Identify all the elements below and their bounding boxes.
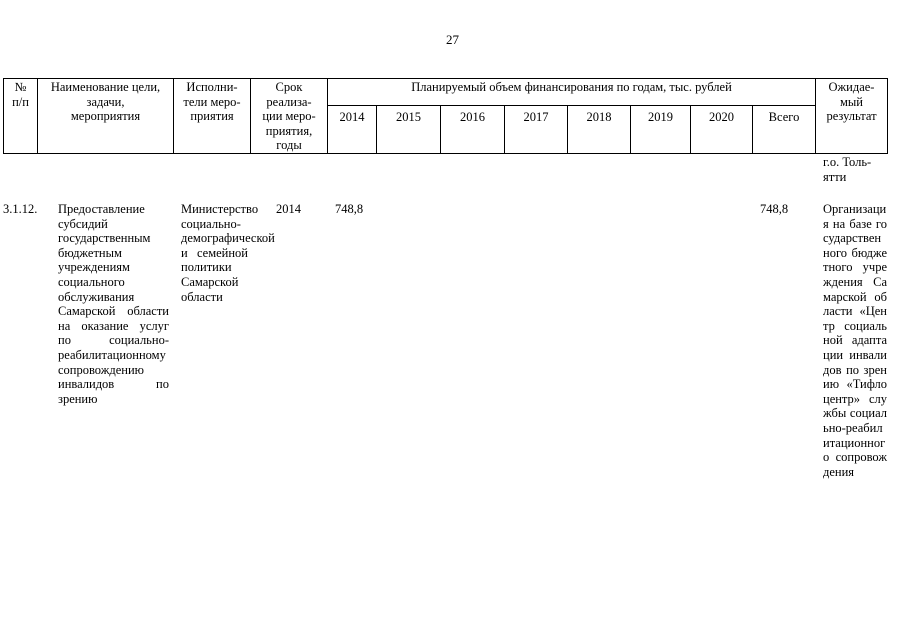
header-funding: Планируемый объем финансирования по годам, тыс. рублей [411, 80, 732, 94]
row-result: Организация на базе государственного бюджетного учреждения Самарской области «Центр социальной адаптации инвалидов по зрению «Тифлоцентр» службы социально-реабилитационного сопровождения [823, 202, 887, 479]
row-executors: Министерство социально-демографической и семейной политики Самарской области [181, 202, 275, 304]
header-year-2015: 2015 [396, 110, 421, 124]
header-period: Срок реализа- ции меро- приятия, годы [262, 80, 316, 153]
header-num: № п/п [12, 80, 29, 109]
header-year-2016: 2016 [460, 110, 485, 124]
header-executors: Исполни- тели меро- приятия [183, 80, 241, 124]
row-total: 748,8 [760, 202, 789, 216]
header-total: Всего [768, 110, 800, 124]
header-name: Наименование цели, задачи, мероприятия [50, 80, 161, 124]
row-value-2014: 748,8 [335, 202, 364, 216]
header-year-2020: 2020 [709, 110, 734, 124]
header-year-2018: 2018 [586, 110, 612, 124]
row-period: 2014 [276, 202, 301, 216]
header-result: Ожидае- мый результат [826, 80, 877, 124]
page-number: 27 [446, 32, 459, 47]
header-year-2017: 2017 [523, 110, 549, 124]
header-year-2019: 2019 [648, 110, 673, 124]
row-number: 3.1.12. [3, 202, 38, 216]
continued-result-text: г.о. Толь- ятти [823, 155, 872, 184]
row-name: Предоставление субсидий государственным бюджетным учреждениям социального обслуживания Самарской области на оказание услуг по социально-реабилитационному сопровождению инвалидов по зрению [58, 202, 169, 406]
header-year-2014: 2014 [339, 110, 365, 124]
